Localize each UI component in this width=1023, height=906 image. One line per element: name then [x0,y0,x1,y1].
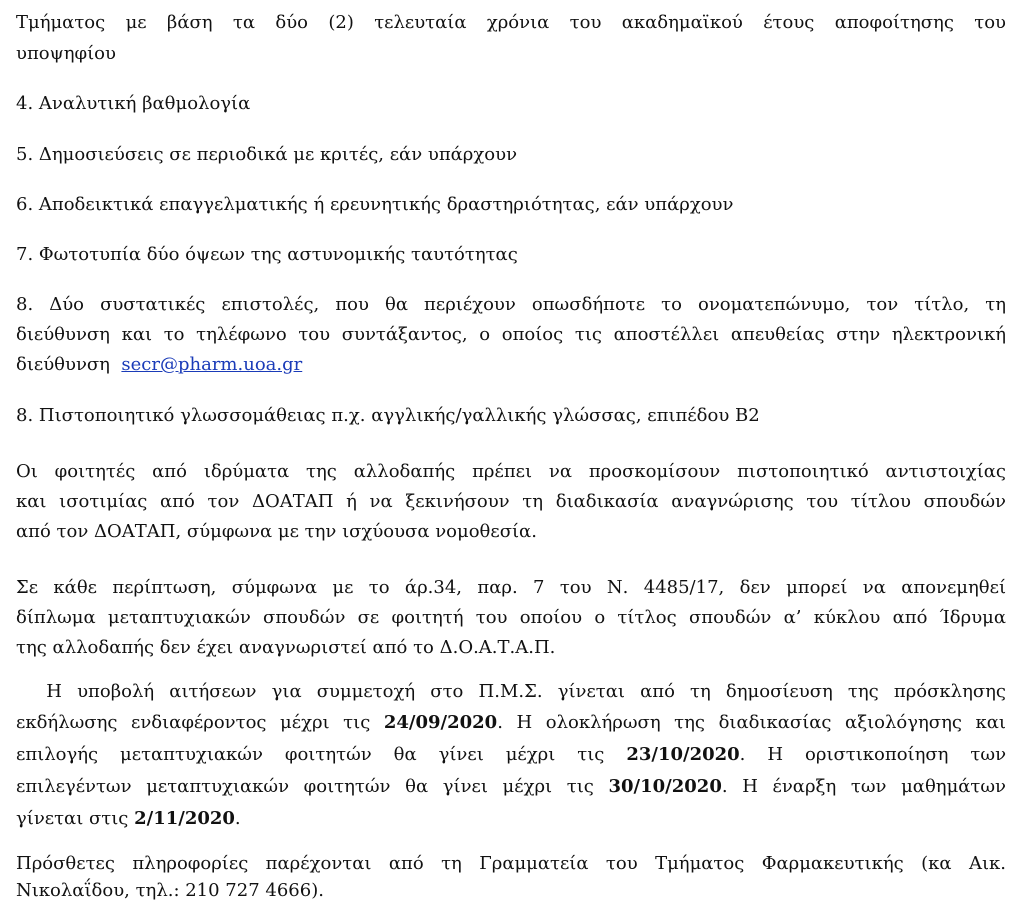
law-line-2: δίπλωμα μεταπτυχιακών σπουδών σε φοιτητή του οποίου ο τίτλος σπουδών α’ κύκλου από Ίδρυμα [16,607,1006,628]
email-link[interactable]: secr@pharm.uoa.gr [121,354,303,375]
deadlines-line-3 [16,742,1006,768]
intro-line-2: υποψηφίου [16,43,116,64]
deadlines-text: . Η οριστικοποίηση των [739,744,1007,765]
deadlines-text: γίνεται στις [16,808,135,829]
deadlines-text: εκδήλωσης ενδιαφέροντος μέχρι τις [16,712,384,733]
law-line-3: της αλλοδαπής δεν έχει αναγνωριστεί από το Δ.Ο.Α.Τ.Α.Π. [16,637,556,658]
contact-line-2: Νικολαΐδου, τηλ.: 210 727 4666). [16,880,324,901]
item-4: 4. Αναλυτική βαθμολογία [16,93,251,114]
deadlines-text: . Η έναρξη των μαθημάτων [721,776,1007,797]
deadlines-line-1: Η υποβολή αιτήσεων για συμμετοχή στο Π.Μ.Σ. γίνεται από τη δημοσίευση της πρόσκλησης [16,681,1006,702]
deadlines-text: . Η ολοκλήρωση της διαδικασίας αξιολόγησης και [497,712,1006,733]
item-8-line-3-text: διεύθυνση [16,354,122,375]
foreign-line-3: από τον ΔΟΑΤΑΠ, σύμφωνα με την ισχύουσα νομοθεσία. [16,521,537,542]
law-line-1: Σε κάθε περίπτωση, σύμφωνα με το άρ.34, παρ. 7 του Ν. 4485/17, δεν μπορεί να απονεμηθεί [16,577,1006,598]
item-5: 5. Δημοσιεύσεις σε περιοδικά με κριτές, εάν υπάρχουν [16,144,518,165]
deadlines-text: επιλεγέντων μεταπτυχιακών φοιτητών θα γίνει μέχρι τις [16,776,609,797]
item-8-line-2: διεύθυνση και το τηλέφωνο του συντάξαντος, ο οποίος τις αποστέλλει απευθείας στην ηλεκτρονική [16,324,1006,345]
courses-start-date: 2/11/2020 [134,808,235,829]
foreign-line-2: και ισοτιμίας από τον ΔΟΑΤΑΠ ή να ξεκινήσουν τη διαδικασία αναγνώρισης του τίτλου σπουδών [16,491,1006,512]
deadlines-line-5 [16,806,1006,832]
deadlines-text: . [234,808,241,829]
contact-line-1: Πρόσθετες πληροφορίες παρέχονται από τη Γραμματεία του Τμήματος Φαρμακευτικής (κα Αικ. [16,853,1006,874]
item-8-line-3 [16,352,1006,378]
deadlines-line-2 [16,710,1006,736]
submission-deadline-date: 24/09/2020 [383,712,498,733]
item-6: 6. Αποδεικτικά επαγγελματικής ή ερευνητικής δραστηριότητας, εάν υπάρχουν [16,194,734,215]
item-8b: 8. Πιστοποιητικό γλωσσομάθειας π.χ. αγγλικής/γαλλικής γλώσσας, επιπέδου Β2 [16,405,760,426]
item-8-line-1: 8. Δύο συστατικές επιστολές, που θα περιέχουν οπωσδήποτε το ονοματεπώνυμο, τον τίτλο, τη [16,294,1006,315]
finalization-deadline-date: 30/10/2020 [608,776,722,797]
deadlines-line-4 [16,774,1006,800]
item-7: 7. Φωτοτυπία δύο όψεων της αστυνομικής ταυτότητας [16,244,518,265]
deadlines-text: επιλογής μεταπτυχιακών φοιτητών θα γίνει μέχρι τις [16,744,627,765]
intro-line-1: Τμήματος με βάση τα δύο (2) τελευταία χρόνια του ακαδημαϊκού έτους αποφοίτησης του [16,12,1006,33]
evaluation-deadline-date: 23/10/2020 [626,744,740,765]
foreign-line-1: Οι φοιτητές από ιδρύματα της αλλοδαπής πρέπει να προσκομίσουν πιστοποιητικό αντιστοιχίας [16,461,1006,482]
